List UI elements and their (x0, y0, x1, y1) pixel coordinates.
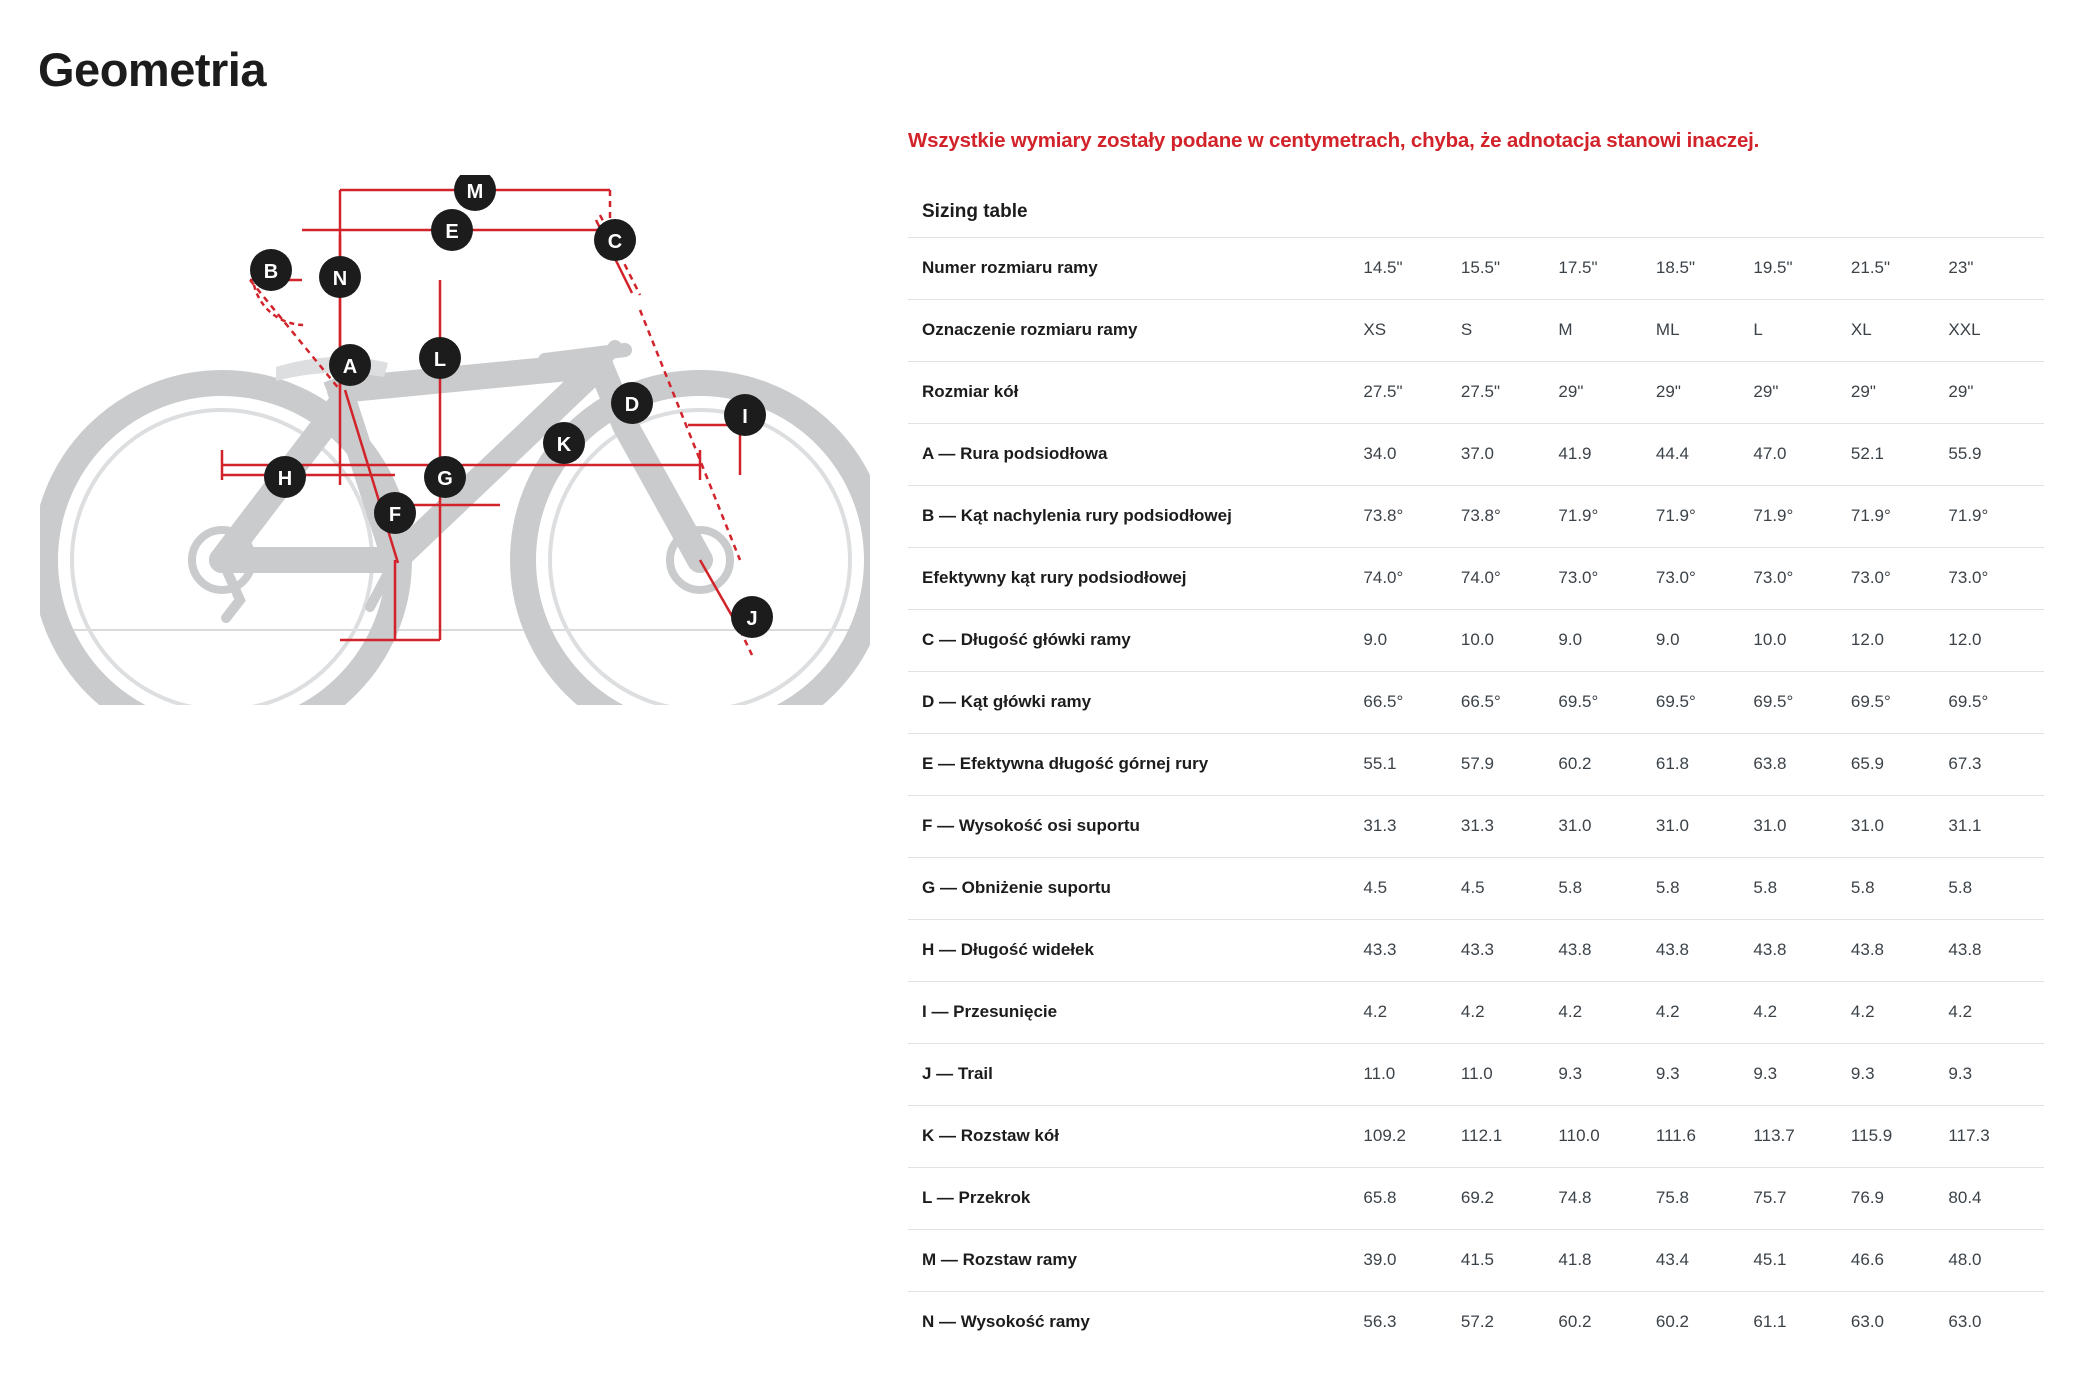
row-value: 9.0 (1556, 609, 1654, 671)
row-value: 69.5° (1751, 671, 1849, 733)
table-row (908, 361, 2044, 423)
units-notice: Wszystkie wymiary zostały podane w centymetrach, chyba, że adnotacja stanowi inaczej. (908, 129, 1760, 152)
row-value: 65.9 (1849, 733, 1947, 795)
row-label: M — Rozstaw ramy (908, 1229, 1361, 1291)
page-title: Geometria (38, 43, 266, 96)
row-value: 4.5 (1361, 857, 1459, 919)
row-value: 43.8 (1946, 919, 2044, 981)
row-value: 69.5° (1654, 671, 1752, 733)
row-value: 46.6 (1849, 1229, 1947, 1291)
row-value: 55.1 (1361, 733, 1459, 795)
table-row (908, 609, 2044, 671)
row-value: 60.2 (1556, 733, 1654, 795)
row-value: 5.8 (1946, 857, 2044, 919)
row-value: 55.9 (1946, 423, 2044, 485)
row-value: 10.0 (1459, 609, 1557, 671)
row-label: Oznaczenie rozmiaru ramy (908, 299, 1361, 361)
svg-text:K: K (556, 434, 572, 456)
row-value: 76.9 (1849, 1167, 1947, 1229)
row-label: I — Przesunięcie (908, 981, 1361, 1043)
row-value: 69.5° (1556, 671, 1654, 733)
table-row (908, 1291, 2044, 1353)
row-value: 73.0° (1654, 547, 1752, 609)
row-value: 4.2 (1946, 981, 2044, 1043)
row-label: B — Kąt nachylenia rury podsiodłowej (908, 485, 1361, 547)
row-value: 4.2 (1751, 981, 1849, 1043)
figure-label-N (319, 256, 361, 298)
figure-label-H (264, 456, 306, 498)
row-value: L (1751, 299, 1849, 361)
row-value: 113.7 (1751, 1105, 1849, 1167)
svg-text:H: H (277, 468, 293, 490)
svg-text:A: A (342, 356, 358, 378)
row-label: J — Trail (908, 1043, 1361, 1105)
table-row (908, 733, 2044, 795)
table-row (908, 299, 2044, 361)
row-value: 73.0° (1556, 547, 1654, 609)
row-value: 19.5" (1751, 237, 1849, 299)
table-row (908, 547, 2044, 609)
row-value: 115.9 (1849, 1105, 1947, 1167)
row-value: 5.8 (1556, 857, 1654, 919)
row-value: 4.2 (1361, 981, 1459, 1043)
geometry-table-body (908, 237, 2044, 1353)
svg-text:E: E (445, 221, 459, 243)
row-value: 9.3 (1556, 1043, 1654, 1105)
row-value: 10.0 (1751, 609, 1849, 671)
row-value: 61.8 (1654, 733, 1752, 795)
row-value: XXL (1946, 299, 2044, 361)
row-value: 67.3 (1946, 733, 2044, 795)
svg-text:M: M (466, 181, 484, 203)
row-value: 63.0 (1946, 1291, 2044, 1353)
table-row (908, 981, 2044, 1043)
row-value: 39.0 (1361, 1229, 1459, 1291)
row-value: 12.0 (1946, 609, 2044, 671)
row-value: 52.1 (1849, 423, 1947, 485)
row-value: 43.8 (1751, 919, 1849, 981)
table-row (908, 485, 2044, 547)
row-value: 43.8 (1556, 919, 1654, 981)
row-label: L — Przekrok (908, 1167, 1361, 1229)
row-value: 31.3 (1361, 795, 1459, 857)
row-value: 48.0 (1946, 1229, 2044, 1291)
row-value: 4.2 (1654, 981, 1752, 1043)
figure-label-J (731, 596, 773, 638)
figure-label-I (724, 394, 766, 436)
row-value: 5.8 (1751, 857, 1849, 919)
row-value: 112.1 (1459, 1105, 1557, 1167)
row-value: 31.1 (1946, 795, 2044, 857)
figure-label-K (543, 422, 585, 464)
row-value: 29" (1654, 361, 1752, 423)
figure-label-G (424, 456, 466, 498)
figure-label-C (594, 219, 636, 261)
row-label: C — Długość główki ramy (908, 609, 1361, 671)
table-row (908, 423, 2044, 485)
row-value: 74.0° (1361, 547, 1459, 609)
row-value: 109.2 (1361, 1105, 1459, 1167)
row-value: 15.5" (1459, 237, 1557, 299)
sizing-table-title: Sizing table (922, 200, 1028, 222)
row-value: 41.5 (1459, 1229, 1557, 1291)
row-value: 110.0 (1556, 1105, 1654, 1167)
row-value: 43.8 (1654, 919, 1752, 981)
row-value: 23" (1946, 237, 2044, 299)
svg-text:J: J (746, 608, 758, 630)
row-value: 71.9° (1751, 485, 1849, 547)
figure-label-D (611, 382, 653, 424)
row-label: D — Kąt główki ramy (908, 671, 1361, 733)
row-value: 41.9 (1556, 423, 1654, 485)
row-value: 44.4 (1654, 423, 1752, 485)
svg-text:G: G (437, 468, 453, 490)
row-value: 71.9° (1849, 485, 1947, 547)
row-value: 17.5" (1556, 237, 1654, 299)
row-label: Rozmiar kół (908, 361, 1361, 423)
row-value: 31.0 (1654, 795, 1752, 857)
row-value: 73.8° (1459, 485, 1557, 547)
svg-text:B: B (263, 261, 279, 283)
table-row (908, 857, 2044, 919)
row-value: 69.2 (1459, 1167, 1557, 1229)
row-value: 74.8 (1556, 1167, 1654, 1229)
row-value: 69.5° (1946, 671, 2044, 733)
row-value: 73.0° (1946, 547, 2044, 609)
row-value: 73.8° (1361, 485, 1459, 547)
row-value: 29" (1849, 361, 1947, 423)
row-value: 63.8 (1751, 733, 1849, 795)
row-value: M (1556, 299, 1654, 361)
row-label: E — Efektywna długość górnej rury (908, 733, 1361, 795)
sizing-table-column (908, 128, 2044, 1353)
svg-text:L: L (433, 349, 447, 371)
row-value: XL (1849, 299, 1947, 361)
row-value: 80.4 (1946, 1167, 2044, 1229)
row-value: 9.0 (1654, 609, 1752, 671)
row-value: 111.6 (1654, 1105, 1752, 1167)
svg-text:I: I (742, 406, 748, 428)
row-label: A — Rura podsiodłowa (908, 423, 1361, 485)
table-row (908, 1229, 2044, 1291)
row-value: 69.5° (1849, 671, 1947, 733)
row-value: 71.9° (1654, 485, 1752, 547)
row-label: N — Wysokość ramy (908, 1291, 1361, 1353)
row-value: 9.0 (1361, 609, 1459, 671)
row-value: 63.0 (1849, 1291, 1947, 1353)
table-row (908, 795, 2044, 857)
row-value: 75.7 (1751, 1167, 1849, 1229)
row-value: 5.8 (1654, 857, 1752, 919)
row-label: K — Rozstaw kół (908, 1105, 1361, 1167)
row-value: 9.3 (1849, 1043, 1947, 1105)
row-value: 117.3 (1946, 1105, 2044, 1167)
table-row (908, 1105, 2044, 1167)
row-value: 31.0 (1751, 795, 1849, 857)
row-value: 4.2 (1849, 981, 1947, 1043)
row-value: 75.8 (1654, 1167, 1752, 1229)
row-value: 29" (1946, 361, 2044, 423)
row-value: 60.2 (1556, 1291, 1654, 1353)
row-value: 12.0 (1849, 609, 1947, 671)
row-value: S (1459, 299, 1557, 361)
row-value: 5.8 (1849, 857, 1947, 919)
bike-geometry-figure (40, 175, 870, 705)
row-value: 14.5" (1361, 237, 1459, 299)
row-value: 57.9 (1459, 733, 1557, 795)
row-value: 18.5" (1654, 237, 1752, 299)
table-row (908, 1043, 2044, 1105)
figure-label-L (419, 337, 461, 379)
row-value: 73.0° (1849, 547, 1947, 609)
row-value: 31.0 (1556, 795, 1654, 857)
row-value: 29" (1556, 361, 1654, 423)
row-label: H — Długość widełek (908, 919, 1361, 981)
row-value: 31.0 (1849, 795, 1947, 857)
figure-label-E (431, 209, 473, 251)
row-value: 73.0° (1751, 547, 1849, 609)
table-row (908, 237, 2044, 299)
svg-text:D: D (624, 394, 640, 416)
row-label: G — Obniżenie suportu (908, 857, 1361, 919)
row-value: 9.3 (1946, 1043, 2044, 1105)
row-value: 9.3 (1654, 1043, 1752, 1105)
row-value: 11.0 (1361, 1043, 1459, 1105)
row-value: ML (1654, 299, 1752, 361)
row-value: 71.9° (1556, 485, 1654, 547)
row-label: Numer rozmiaru ramy (908, 237, 1361, 299)
svg-text:F: F (388, 504, 402, 526)
row-value: 57.2 (1459, 1291, 1557, 1353)
figure-label-B (250, 249, 292, 291)
row-value: 41.8 (1556, 1229, 1654, 1291)
row-value: 71.9° (1946, 485, 2044, 547)
row-value: 66.5° (1459, 671, 1557, 733)
row-value: 61.1 (1751, 1291, 1849, 1353)
row-value: 43.3 (1459, 919, 1557, 981)
row-value: 27.5" (1361, 361, 1459, 423)
row-value: 4.2 (1459, 981, 1557, 1043)
row-value: 65.8 (1361, 1167, 1459, 1229)
row-label: Efektywny kąt rury podsiodłowej (908, 547, 1361, 609)
row-value: XS (1361, 299, 1459, 361)
row-value: 74.0° (1459, 547, 1557, 609)
table-row (908, 1167, 2044, 1229)
row-value: 4.2 (1556, 981, 1654, 1043)
row-value: 43.3 (1361, 919, 1459, 981)
row-value: 37.0 (1459, 423, 1557, 485)
figure-label-F (374, 492, 416, 534)
row-value: 27.5" (1459, 361, 1557, 423)
svg-text:C: C (607, 231, 623, 253)
table-row (908, 671, 2044, 733)
row-label: F — Wysokość osi suportu (908, 795, 1361, 857)
figure-label-M (454, 175, 496, 211)
row-value: 29" (1751, 361, 1849, 423)
row-value: 43.8 (1849, 919, 1947, 981)
row-value: 31.3 (1459, 795, 1557, 857)
row-value: 4.5 (1459, 857, 1557, 919)
row-value: 43.4 (1654, 1229, 1752, 1291)
row-value: 56.3 (1361, 1291, 1459, 1353)
row-value: 60.2 (1654, 1291, 1752, 1353)
row-value: 34.0 (1361, 423, 1459, 485)
svg-text:N: N (332, 268, 348, 290)
geometry-table (908, 237, 2044, 1354)
row-value: 47.0 (1751, 423, 1849, 485)
table-row (908, 919, 2044, 981)
row-value: 45.1 (1751, 1229, 1849, 1291)
row-value: 11.0 (1459, 1043, 1557, 1105)
row-value: 21.5" (1849, 237, 1947, 299)
row-value: 9.3 (1751, 1043, 1849, 1105)
row-value: 66.5° (1361, 671, 1459, 733)
figure-label-A (329, 344, 371, 386)
